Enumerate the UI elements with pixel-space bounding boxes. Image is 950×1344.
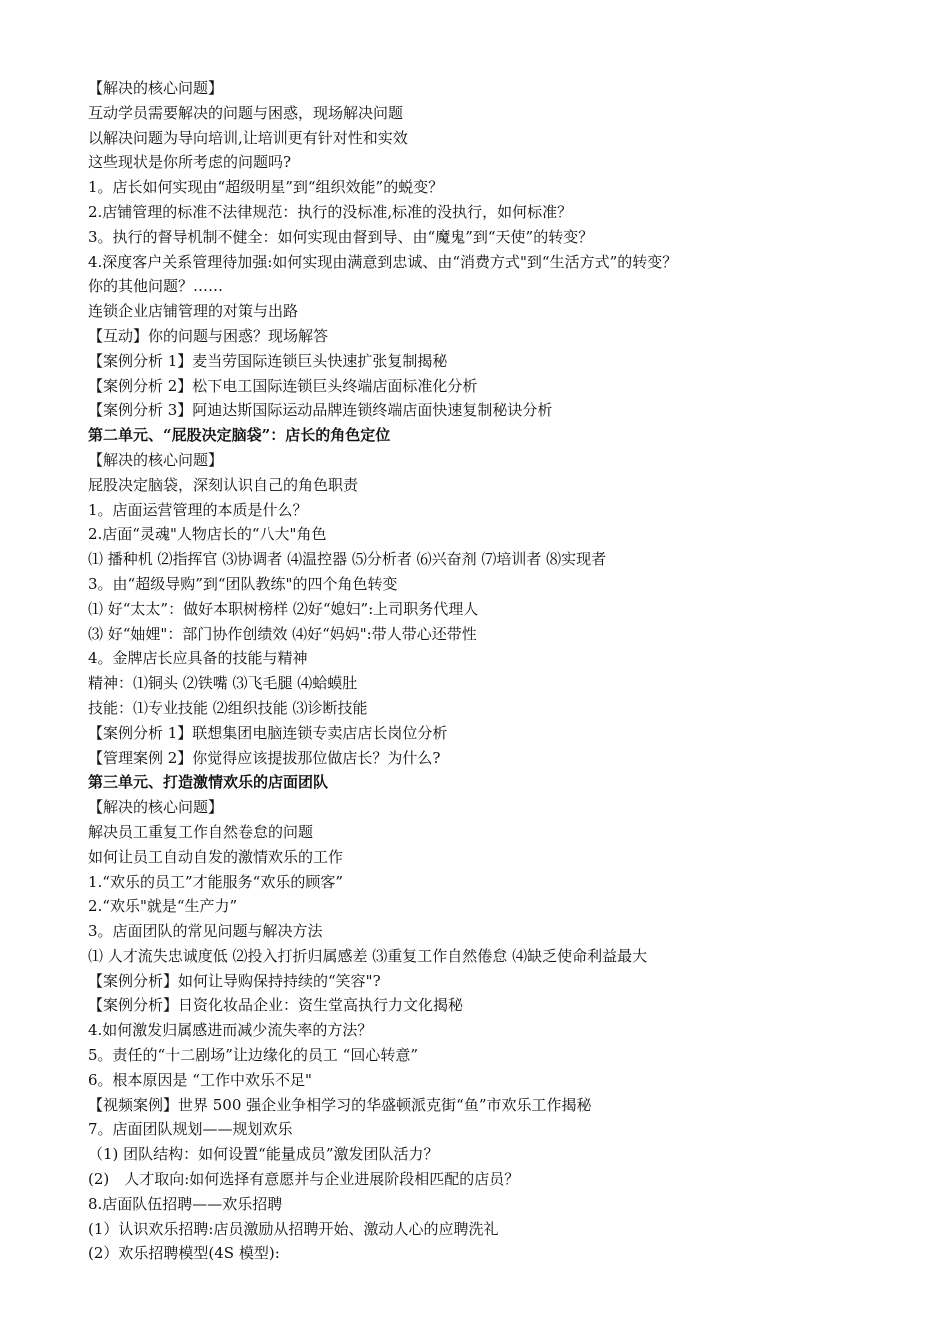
text-line: 1。店面运营管理的本质是什么？	[88, 500, 308, 519]
text-line: 你的其他问题？……	[88, 277, 224, 296]
text-line: 互动学员需要解决的问题与困惑，现场解决问题	[88, 103, 404, 122]
text-line: 以解决问题为导向培训,让培训更有针对性和实效	[88, 128, 408, 147]
text-line: 如何让员工自动自发的激情欢乐的工作	[88, 847, 344, 866]
text-line: 【视频案例】世界 500 强企业争相学习的华盛顿派克街“鱼”市欢乐工作揭秘	[88, 1095, 592, 1114]
text-line: 【案例分析】如何让导购保持持续的“笑容"?	[88, 971, 381, 990]
text-line: 【案例分析 2】松下电工国际连锁巨头终端店面标准化分析	[88, 376, 478, 395]
text-line: 4.深度客户关系管理待加强:如何实现由满意到忠诚、由“消费方式"到“生活方式”的转变？	[88, 252, 678, 271]
text-line: 6。根本原因是 “工作中欢乐不足"	[88, 1070, 312, 1089]
text-line: 4.如何激发归属感进而减少流失率的方法？	[88, 1021, 373, 1040]
text-line: 连锁企业店铺管理的对策与出路	[88, 302, 299, 321]
text-line: 4。金牌店长应具备的技能与精神	[88, 649, 308, 668]
document-body	[88, 76, 868, 1266]
text-line: 7。店面团队规划——规划欢乐	[88, 1120, 293, 1139]
text-line: 技能：⑴专业技能 ⑵组织技能 ⑶诊断技能	[88, 698, 368, 717]
text-line: 【互动】你的问题与困惑？现场解答	[88, 326, 329, 345]
section-heading: 第三单元、打造激情欢乐的店面团队	[88, 773, 329, 792]
text-line: 解决员工重复工作自然卷怠的问题	[88, 822, 314, 841]
text-line: (2) 人才取向:如何选择有意愿并与企业进展阶段相匹配的店员？	[88, 1170, 520, 1189]
text-line: 【管理案例 2】你觉得应该提拔那位做店长？为什么?	[88, 748, 441, 767]
text-line: 3。由“超级导购”到“团队教练"的四个角色转变	[88, 574, 398, 593]
text-line: 3。执行的督导机制不健全：如何实现由督到导、由“魔鬼”到“天使”的转变？	[88, 227, 594, 246]
text-line: 【案例分析 1】麦当劳国际连锁巨头快速扩张复制揭秘	[88, 351, 448, 370]
text-line: （1) 团队结构：如何设置“能量成员”激发团队活力？	[88, 1145, 439, 1164]
text-line: 1.“欢乐的员工”才能服务“欢乐的顾客”	[88, 872, 343, 891]
text-line: 8.店面队伍招聘——欢乐招聘	[88, 1194, 283, 1213]
text-line: ⑴ 播种机 ⑵指挥官 ⑶协调者 ⑷温控器 ⑸分析者 ⑹兴奋剂 ⑺培训者 ⑻实现者	[88, 550, 607, 569]
text-line: 【案例分析】日资化妆品企业：资生堂高执行力文化揭秘	[88, 996, 464, 1015]
text-line: 2.店铺管理的标准不法律规范：执行的没标准,标准的没执行，如何标准？	[88, 202, 573, 221]
text-line: 3。店面团队的常见问题与解决方法	[88, 922, 323, 941]
text-line: 精神：⑴铜头 ⑵铁嘴 ⑶飞毛腿 ⑷蛤蟆肚	[88, 674, 358, 693]
text-line: 【解决的核心问题】	[88, 450, 224, 469]
text-line: 2.“欢乐"就是“生产力”	[88, 897, 238, 916]
text-line: ⑴ 好“太太”：做好本职树榜样 ⑵好“媳妇”:上司职务代理人	[88, 599, 479, 618]
text-line: (1）认识欢乐招聘:店员激励从招聘开始、激动人心的应聘洗礼	[88, 1219, 499, 1238]
text-line: 【解决的核心问题】	[88, 79, 224, 97]
text-line: 屁股决定脑袋，深刻认识自己的角色职责	[88, 475, 359, 494]
text-line: 【案例分析 3】阿迪达斯国际运动品牌连锁终端店面快速复制秘诀分析	[88, 401, 553, 420]
text-line: 这些现状是你所考虑的问题吗?	[88, 153, 292, 172]
text-line: 1。店长如何实现由“超级明星”到“组织效能”的蜕变？	[88, 178, 444, 197]
text-line: 5。责任的“十二剧场”让边缘化的员工 “回心转意”	[88, 1046, 418, 1065]
text-line: (2）欢乐招聘模型(4S 模型):	[88, 1244, 280, 1263]
section-heading: 第二单元、“屁股决定脑袋”：店长的角色定位	[88, 426, 391, 445]
text-line: ⑶ 好“妯娌"：部门协作创绩效 ⑷好“妈妈":带人带心还带性	[88, 624, 477, 643]
text-line: 【案例分析 1】联想集团电脑连锁专卖店店长岗位分析	[88, 723, 448, 742]
text-line: 2.店面“灵魂"人物店长的“八大"角色	[88, 525, 327, 544]
text-line: ⑴ 人才流失忠诚度低 ⑵投入打折归属感差 ⑶重复工作自然倦怠 ⑷缺乏使命利益最大	[88, 946, 648, 965]
text-line: 【解决的核心问题】	[88, 798, 224, 817]
